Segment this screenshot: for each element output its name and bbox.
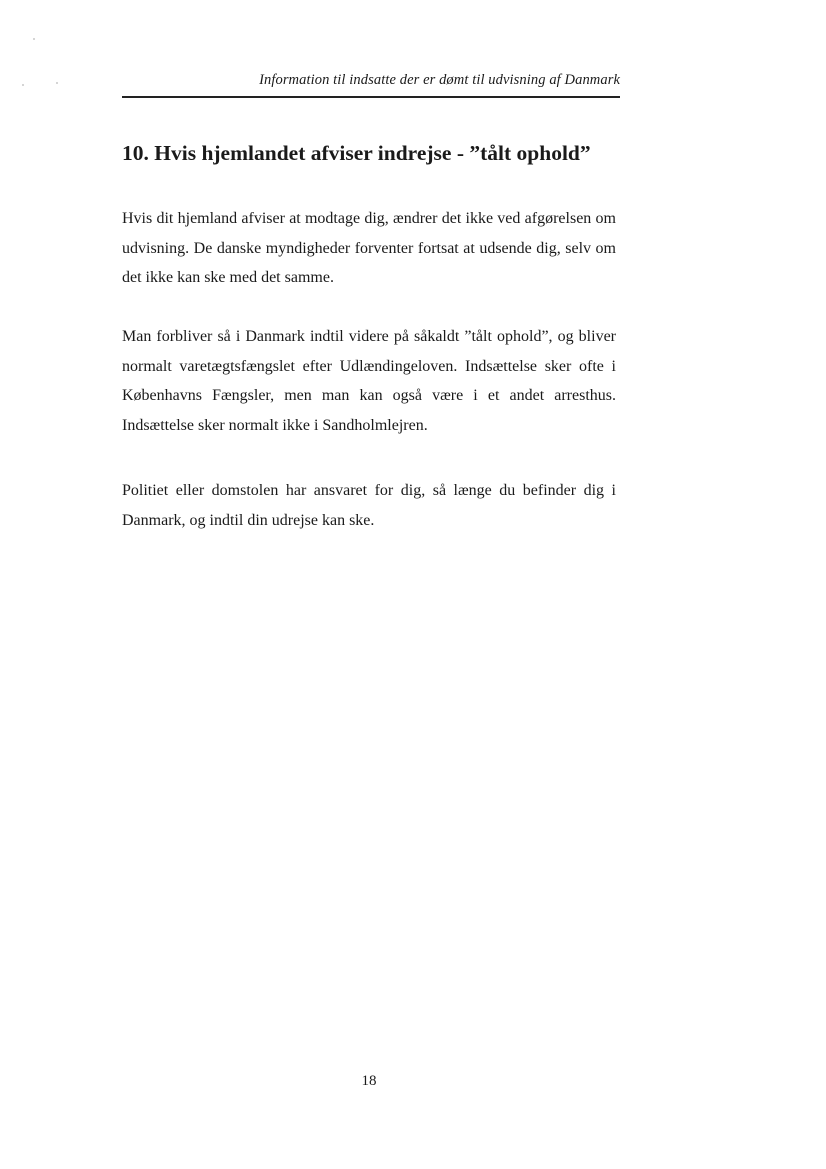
paragraph: Politiet eller domstolen har ansvaret for dig, så længe du befinder dig i Danmark, og indtil din udrejse kan ske. <box>122 482 616 529</box>
scan-speck <box>22 84 24 86</box>
page-number: 18 <box>361 1073 377 1089</box>
header-divider <box>122 96 620 98</box>
section-title: 10. Hvis hjemlandet afviser indrejse - ”tålt ophold” <box>122 141 591 165</box>
paragraph: Man forbliver så i Danmark indtil videre på såkaldt ”tålt ophold”, og bliver normalt varetægtsfængslet efter Udlændingeloven. Indsættelse sker ofte i Københavns Fængsler, men man kan også være i et andet arresthus. Indsættelse sker normalt ikke i Sandholmlejren. <box>122 328 616 434</box>
scan-speck <box>33 38 35 40</box>
running-header: Information til indsatte der er dømt til udvisning af Danmark <box>259 72 620 88</box>
scan-speck <box>56 82 58 84</box>
paragraph: Hvis dit hjemland afviser at modtage dig, ændrer det ikke ved afgørelsen om udvisning. De danske myndigheder forventer fortsat at udsende dig, selv om det ikke kan ske med det samme. <box>122 210 616 286</box>
